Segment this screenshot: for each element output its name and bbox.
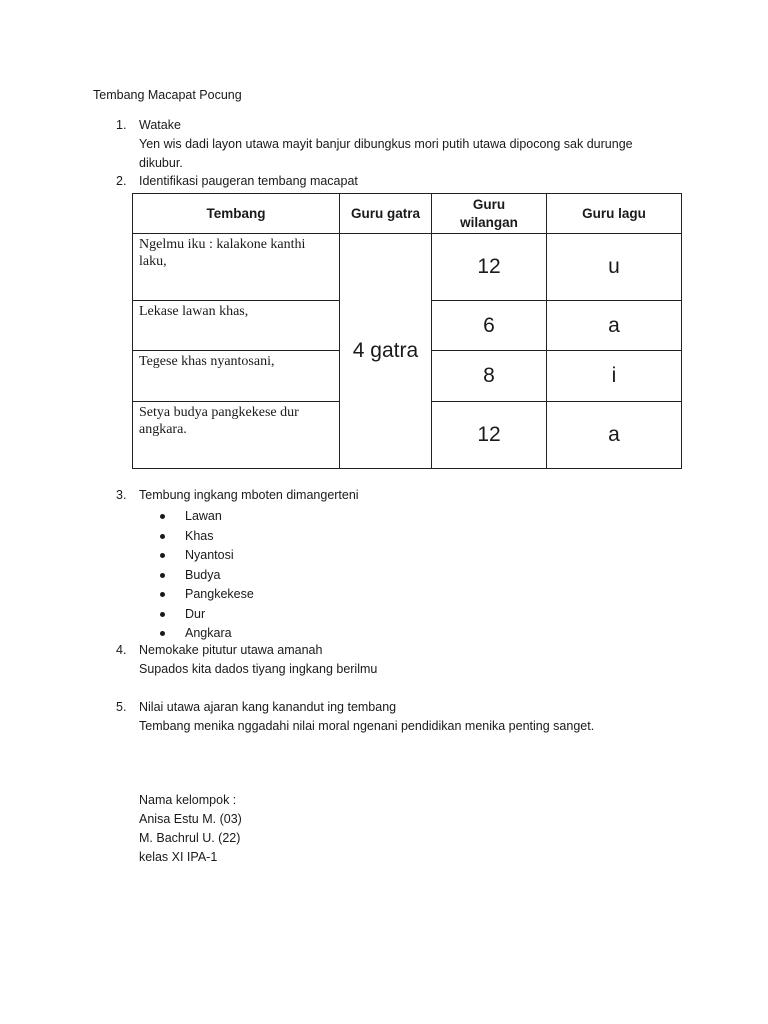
section-heading: Watake bbox=[139, 118, 181, 132]
section-heading: Tembung ingkang mboten dimangerteni bbox=[139, 488, 359, 502]
list-item-text: Pangkekese bbox=[185, 587, 254, 601]
section-number: 4. bbox=[116, 643, 127, 657]
section-number: 5. bbox=[116, 700, 127, 714]
list-item-text: Budya bbox=[185, 567, 221, 582]
table-row bbox=[133, 234, 682, 301]
section-number: 1. bbox=[116, 118, 127, 132]
bullet-icon bbox=[160, 534, 165, 539]
page-title: Tembang Macapat Pocung bbox=[93, 88, 242, 102]
guru-gatra-cell: 4 gatra bbox=[340, 234, 432, 469]
guru-wilangan-cell: 8 bbox=[432, 351, 547, 402]
tembang-cell: Tegese khas nyantosani, bbox=[133, 351, 340, 402]
list-item-text: Nyantosi bbox=[185, 548, 234, 562]
guru-wilangan-cell: 6 bbox=[432, 301, 547, 351]
bullet-icon bbox=[160, 573, 165, 578]
guru-wilangan-cell: 12 bbox=[432, 234, 547, 301]
guru-lagu-cell: u bbox=[547, 234, 682, 301]
section-number: 3. bbox=[116, 488, 127, 502]
guru-lagu-cell: i bbox=[547, 351, 682, 402]
group-label: Nama kelompok : bbox=[139, 793, 237, 807]
guru-wilangan-cell: 12 bbox=[432, 402, 547, 469]
section-body-line: Yen wis dadi layon utawa mayit banjur dibungkus mori putih utawa dipocong sak durunge bbox=[139, 137, 633, 151]
section-body: Tembang menika nggadahi nilai moral ngenani pendidikan menika penting sanget. bbox=[139, 719, 595, 733]
bullet-icon bbox=[160, 514, 165, 519]
header-guru-gatra: Guru gatra bbox=[340, 194, 432, 234]
group-member: Anisa Estu M. (03) bbox=[139, 812, 242, 826]
list-item-text: Angkara bbox=[185, 626, 232, 640]
list-item-text: Lawan bbox=[185, 509, 222, 523]
section-heading: Nemokake pitutur utawa amanah bbox=[139, 643, 323, 657]
bullet-icon bbox=[160, 553, 165, 558]
section-body-line: dikubur. bbox=[139, 156, 183, 170]
bullet-icon bbox=[160, 612, 165, 617]
guru-lagu-cell: a bbox=[547, 402, 682, 469]
guru-lagu-cell: a bbox=[547, 301, 682, 351]
bullet-icon bbox=[160, 631, 165, 636]
section-heading: Nilai utawa ajaran kang kanandut ing tembang bbox=[139, 700, 397, 714]
list-item-text: Khas bbox=[185, 528, 214, 543]
tembang-cell: Ngelmu iku : kalakone kanthi laku, bbox=[133, 234, 340, 301]
list-item-text: Dur bbox=[185, 606, 206, 621]
section-body: Supados kita dados tiyang ingkang berilmu bbox=[139, 662, 378, 676]
tembang-cell: Setya budya pangkekese dur angkara. bbox=[133, 402, 340, 469]
table-header-row bbox=[133, 194, 682, 234]
header-guru-lagu: Guru lagu bbox=[547, 194, 682, 234]
header-guru-wilangan: Guru wilangan bbox=[432, 194, 547, 234]
group-member: M. Bachrul U. (22) bbox=[139, 831, 241, 845]
section-heading: Identifikasi paugeran tembang macapat bbox=[139, 174, 358, 188]
header-tembang: Tembang bbox=[133, 194, 340, 234]
bullet-icon bbox=[160, 592, 165, 597]
paugeran-table bbox=[132, 193, 682, 469]
tembang-cell: Lekase lawan khas, bbox=[133, 301, 340, 351]
section-number: 2. bbox=[116, 174, 127, 188]
group-class: kelas XI IPA-1 bbox=[139, 850, 218, 864]
